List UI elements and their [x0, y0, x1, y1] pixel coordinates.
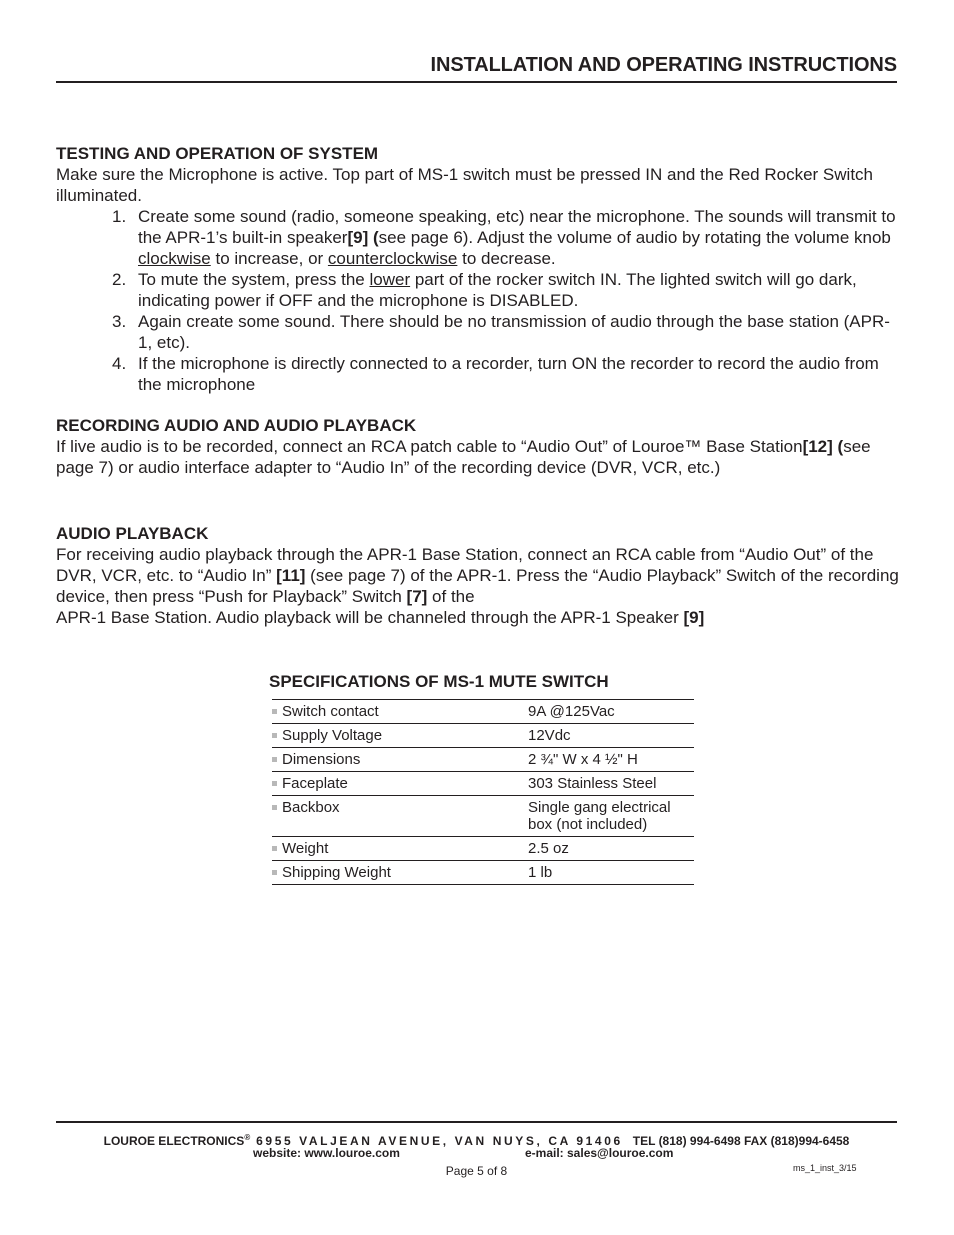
- table-row: [272, 796, 694, 837]
- step-1: [56, 206, 901, 269]
- spec-label: [272, 837, 524, 861]
- step-text: Create some sound (radio, someone speaking, etc) near the microphone. The sounds will transmit to the APR-1’s built-in speaker: [138, 207, 896, 247]
- step-number: 3.: [112, 312, 127, 331]
- square-bullet-icon: [272, 757, 277, 762]
- table-row: [272, 772, 694, 796]
- playback-ref: [9]: [683, 608, 705, 627]
- step-text: see page 6). Adjust the volume of audio by rotating the volume knob: [378, 228, 891, 247]
- spec-label: [272, 700, 524, 724]
- step-text: to decrease.: [457, 249, 556, 268]
- step-ref: [9] (: [347, 228, 379, 247]
- footer-phone: TEL (818) 994-6498 FAX (818)994-6458: [632, 1134, 850, 1148]
- playback-ref: [7]: [406, 587, 428, 606]
- spec-title: SPECIFICATIONS OF MS-1 MUTE SWITCH: [269, 672, 609, 691]
- recording-text: [56, 436, 901, 478]
- recording-section: [56, 415, 901, 478]
- step-3: [56, 311, 901, 353]
- spec-value: 12Vdc: [524, 724, 694, 748]
- spec-value: [524, 796, 694, 837]
- spec-value: 1 lb: [524, 861, 694, 885]
- footer-address: [56, 1131, 897, 1148]
- square-bullet-icon: [272, 781, 277, 786]
- spec-label-text: Backbox: [282, 799, 340, 816]
- square-bullet-icon: [272, 709, 277, 714]
- spec-label: [272, 861, 524, 885]
- recording-heading: RECORDING AUDIO AND AUDIO PLAYBACK: [56, 416, 417, 435]
- spec-label: [272, 724, 524, 748]
- spec-label: [272, 748, 524, 772]
- spec-label: [272, 796, 524, 837]
- page-title: INSTALLATION AND OPERATING INSTRUCTIONS: [430, 54, 897, 76]
- footer-website: website: www.louroe.com: [253, 1146, 400, 1160]
- testing-section: [56, 143, 901, 395]
- recording-ref: [12] (: [802, 437, 844, 456]
- testing-heading: TESTING AND OPERATION OF SYSTEM: [56, 144, 379, 163]
- spec-label-text: Supply Voltage: [282, 727, 383, 744]
- square-bullet-icon: [272, 870, 277, 875]
- table-row: [272, 700, 694, 724]
- testing-steps: [56, 206, 901, 395]
- step-4: [56, 353, 901, 395]
- table-row: [272, 861, 694, 885]
- spec-label-text: Switch contact: [282, 703, 379, 720]
- spec-label-text: Faceplate: [282, 775, 348, 792]
- step-underlined: counterclockwise: [327, 249, 458, 268]
- playback-text-part: For receiving audio playback through the APR-1 Base Station, connect an RCA cable from “Audio Out” of the DVR, VCR, etc. to “Audio In”: [56, 545, 874, 585]
- playback-ref: [11]: [276, 566, 306, 585]
- playback-text-part: of the: [427, 587, 475, 606]
- spec-value: 2 ¾" W x 4 ½" H: [524, 748, 694, 772]
- playback-text: [56, 544, 901, 628]
- step-text: To mute the system, press the: [138, 270, 370, 289]
- table-row: [272, 837, 694, 861]
- playback-heading: AUDIO PLAYBACK: [56, 524, 209, 543]
- step-number: 2.: [112, 270, 127, 289]
- footer-street: 6955 VALJEAN AVENUE, VAN NUYS, CA 91406: [250, 1134, 623, 1148]
- table-row: [272, 748, 694, 772]
- spec-label-text: Shipping Weight: [282, 864, 391, 881]
- playback-section: [56, 523, 901, 628]
- footer-rule: [56, 1121, 897, 1123]
- step-text: part of the rocker switch IN. The lighted switch will go dark, indicating power if OFF and the microphone is DISABLED.: [138, 270, 857, 310]
- step-underlined: lower: [369, 270, 411, 289]
- step-number: 4.: [112, 354, 127, 373]
- spec-value-line: box (not included): [528, 816, 648, 833]
- step-text: to increase, or: [210, 249, 328, 268]
- step-text: Again create some sound. There should be no transmission of audio through the base station (APR-1, etc).: [138, 312, 890, 352]
- square-bullet-icon: [272, 805, 277, 810]
- square-bullet-icon: [272, 733, 277, 738]
- playback-text-part: APR-1 Base Station. Audio playback will be channeled through the APR-1 Speaker: [56, 608, 684, 627]
- spec-value: 2.5 oz: [524, 837, 694, 861]
- playback-text-part: (see page 7) of the APR-1. Press the “Audio Playback” Switch of the recording device, then press “Push for Playback” Switch: [56, 566, 899, 606]
- spec-label-text: Dimensions: [282, 751, 361, 768]
- footer-email: e-mail: sales@louroe.com: [525, 1146, 674, 1160]
- spec-value-line: Single gang electrical: [528, 799, 671, 816]
- testing-intro: Make sure the Microphone is active. Top part of MS-1 switch must be pressed IN and the Red Rocker Switch illuminated.: [56, 165, 873, 205]
- header-rule: [56, 81, 897, 83]
- spec-label: [272, 772, 524, 796]
- recording-text-part: see page 7) or audio interface adapter to “Audio In” of the recording device (DVR, VCR, etc.): [56, 437, 871, 477]
- table-row: [272, 724, 694, 748]
- square-bullet-icon: [272, 846, 277, 851]
- registered-mark: ®: [244, 1133, 251, 1142]
- spec-value: 9A @125Vac: [524, 700, 694, 724]
- page-number: Page 5 of 8: [445, 1164, 508, 1178]
- spec-label-text: Weight: [282, 840, 329, 857]
- document-code: ms_1_inst_3/15: [793, 1163, 857, 1173]
- step-underlined: clockwise: [138, 249, 211, 268]
- spec-table: [272, 699, 694, 885]
- footer-company: LOUROE ELECTRONICS: [103, 1134, 245, 1148]
- recording-text-part: If live audio is to be recorded, connect an RCA patch cable to “Audio Out” of Louroe™ Base Station: [56, 437, 803, 456]
- spec-value: 303 Stainless Steel: [524, 772, 694, 796]
- step-number: 1.: [112, 207, 127, 226]
- step-text: If the microphone is directly connected to a recorder, turn ON the recorder to record the audio from the microphone: [138, 354, 879, 394]
- step-2: [56, 269, 901, 311]
